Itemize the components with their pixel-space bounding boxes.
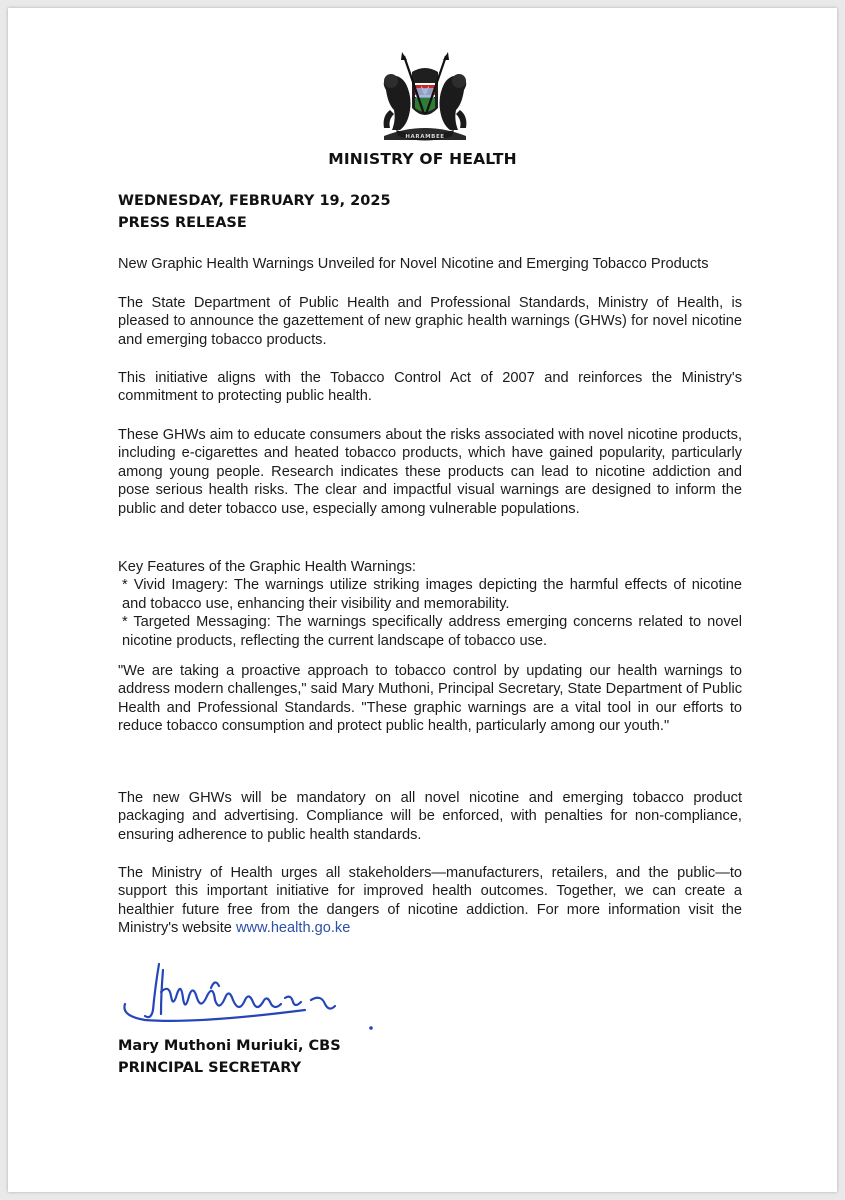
paragraph-call-to-action: [118, 864, 742, 938]
ministry-name: MINISTRY OF HEALTH: [328, 150, 517, 168]
signatory-name: Mary Muthoni Muriuki, CBS: [118, 1038, 341, 1054]
paragraph-quote: "We are taking a proactive approach to tobacco control by updating our health warnings to address modern challenges," said Mary Muthoni, Principal Secretary, State Department of Public Health and Professional Standards. "These graphic warnings are a vital tool in our efforts to reduce tobacco consumption and protect public health, particularly among our youth.": [118, 663, 742, 735]
signature-icon: [115, 958, 385, 1040]
paragraph-initiative: This initiative aligns with the Tobacco Control Act of 2007 and reinforces the Ministry's commitment to protecting public health.: [118, 370, 742, 405]
motto-text: HARAMBEE: [405, 134, 445, 140]
call-to-action-text: The Ministry of Health urges all stakeholders—manufacturers, retailers, and the public—to support this important initiative for improved health outcomes. Together, we can create a healthier future free from the dangers of nicotine addiction. For more information visit the Ministry's website: [118, 865, 742, 937]
feature-item-vivid-imagery: * Vivid Imagery: The warnings utilize striking images depicting the harmful effects of nicotine and tobacco use, enhancing their visibility and memorability.: [122, 577, 742, 612]
paragraph-purpose: These GHWs aim to educate consumers about the risks associated with novel nicotine products, including e-cigarettes and heated tobacco products, which have gained popularity, particularly among young people. Research indicates these products can lead to nicotine addiction and pose serious health risks. The clear and impactful visual warnings are designed to inform the public and deter tobacco use, especially among vulnerable populations.: [118, 427, 742, 517]
paragraph-announcement: The State Department of Public Health and Professional Standards, Ministry of Health, is pleased to announce the gazettement of new graphic health warnings (GHWs) for novel nicotine and emerging tobacco products.: [118, 295, 742, 348]
features-section: [118, 558, 742, 650]
paragraph-compliance: The new GHWs will be mandatory on all novel nicotine and emerging tobacco product packaging and advertising. Compliance will be enforced, with penalties for non-compliance, ensuring adherence to public health standards.: [118, 790, 742, 843]
signatory-title: PRINCIPAL SECRETARY: [118, 1060, 302, 1076]
features-heading: Key Features of the Graphic Health Warnings:: [118, 559, 416, 575]
headline: New Graphic Health Warnings Unveiled for Novel Nicotine and Emerging Tobacco Products: [118, 256, 709, 272]
coat-of-arms-icon: [366, 50, 484, 146]
feature-item-targeted-messaging: * Targeted Messaging: The warnings specifically address emerging concerns related to novel nicotine products, reflecting the current landscape of tobacco use.: [122, 614, 742, 649]
document-type: PRESS RELEASE: [118, 215, 247, 231]
website-link[interactable]: www.health.go.ke: [235, 920, 351, 937]
release-date: WEDNESDAY, FEBRUARY 19, 2025: [118, 193, 391, 209]
